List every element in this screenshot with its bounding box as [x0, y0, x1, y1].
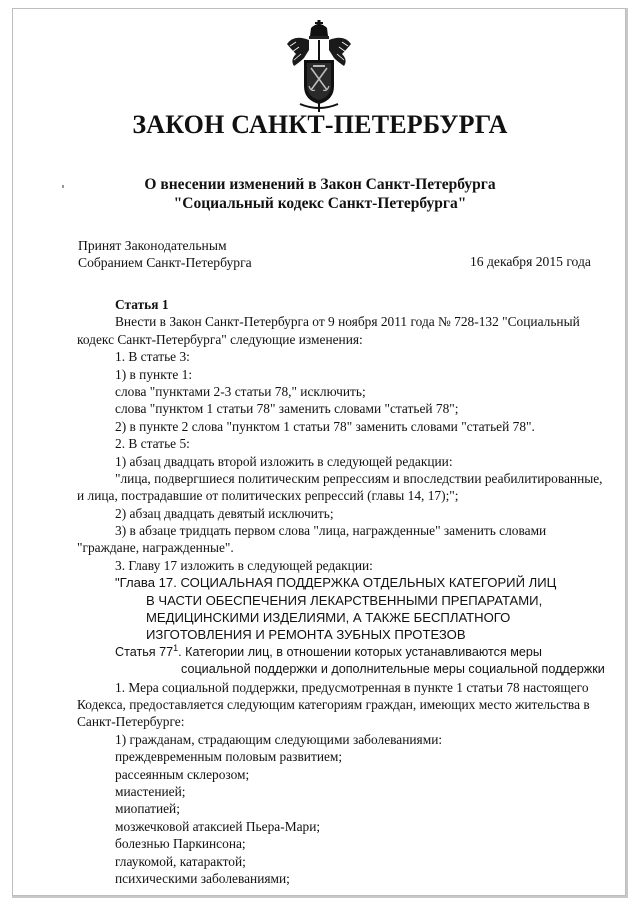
chapter-heading-line: В ЧАСТИ ОБЕСПЕЧЕНИЯ ЛЕКАРСТВЕННЫМИ ПРЕПАРАТАМИ,	[146, 592, 543, 608]
text-line: 1) гражданам, страдающим следующими заболеваниями:	[115, 731, 443, 747]
disease-list-item: психическими заболеваниями;	[115, 870, 290, 886]
text-line: слова "пунктами 2-3 статьи 78," исключить;	[115, 383, 366, 399]
chapter-heading-line: ИЗГОТОВЛЕНИЯ И РЕМОНТА ЗУБНЫХ ПРОТЕЗОВ	[146, 627, 466, 643]
text-line: "граждане, награжденные".	[77, 540, 234, 556]
text-line: Внести в Закон Санкт-Петербурга от 9 ноября 2011 года № 728-132 "Социальный	[115, 314, 580, 330]
text-line: и лица, пострадавшие от политических репрессий (главы 14, 17);";	[77, 488, 459, 504]
text-line: 2. В статье 5:	[115, 436, 190, 452]
disease-list-item: рассеянным склерозом;	[115, 766, 250, 782]
law-subtitle-line-1: О внесении изменений в Закон Санкт-Петербурга	[144, 176, 496, 193]
text-line: слова "пунктом 1 статьи 78" заменить словами "статьей 78";	[115, 401, 459, 417]
article-77-1-rest: . Категории лиц, в отношении которых устанавливаются меры	[178, 644, 542, 659]
text-line: 3. Главу 17 изложить в следующей редакции:	[115, 557, 373, 573]
text-line: 1) абзац двадцать второй изложить в следующей редакции:	[115, 453, 453, 469]
adopted-by-line-2: Собранием Санкт-Петербурга	[78, 255, 252, 270]
text-line: 1) в пункте 1:	[115, 366, 193, 382]
article-77-1-heading	[77, 644, 587, 661]
disease-list-item: миастенией;	[115, 783, 186, 799]
article-77-1-heading-line-2: социальной поддержки и дополнительные меры социальной поддержки	[181, 662, 605, 677]
text-line: 1. В статье 3:	[115, 349, 190, 365]
text-line: 2) в пункте 2 слова "пунктом 1 статьи 78" заменить словами "статьей 78".	[115, 418, 535, 434]
text-line: Санкт-Петербурге:	[77, 714, 185, 730]
disease-list-item: преждевременным половым развитием;	[115, 749, 343, 765]
adopted-by	[78, 237, 252, 271]
law-subtitle-line-2: "Социальный кодекс Санкт-Петербурга"	[173, 195, 467, 212]
page-shadow-bottom	[12, 896, 628, 898]
disease-list-item: болезнью Паркинсона;	[115, 836, 246, 852]
article-heading: Статья 1	[115, 297, 169, 312]
article-77-1-prefix: Статья 77	[115, 644, 174, 659]
document-body	[77, 296, 605, 887]
text-line: 3) в абзаце тридцать первом слова "лица, награжденные" заменить словами	[115, 523, 547, 539]
text-line: 1. Мера социальной поддержки, предусмотренная в пункте 1 статьи 78 настоящего	[115, 679, 589, 695]
adoption-date: 16 декабря 2015 года	[470, 254, 591, 269]
law-title: ЗАКОН САНКТ-ПЕТЕРБУРГА	[132, 110, 508, 139]
text-line: 2) абзац двадцать девятый исключить;	[115, 505, 334, 521]
coat-of-arms-emblem	[282, 20, 356, 112]
chapter-heading-line: МЕДИЦИНСКИМИ ИЗДЕЛИЯМИ, А ТАКЖЕ БЕСПЛАТНОГО	[146, 610, 511, 626]
chapter-heading-line: "Глава 17. СОЦИАЛЬНАЯ ПОДДЕРЖКА ОТДЕЛЬНЫХ КАТЕГОРИЙ ЛИЦ	[115, 575, 557, 591]
text-line: кодекс Санкт-Петербурга" следующие изменения:	[77, 331, 363, 347]
disease-list-item: мозжечковой атаксией Пьера-Мари;	[115, 818, 321, 834]
disease-list-item: миопатией;	[115, 801, 180, 817]
text-line: Кодекса, предоставляется следующим категориям граждан, имеющих место жительства в	[77, 696, 590, 712]
page-shadow-right	[626, 8, 628, 896]
disease-list-item: глаукомой, катарактой;	[115, 853, 246, 869]
text-line: "лица, подвергшиеся политическим репрессиям и впоследствии реабилитированные,	[115, 470, 603, 486]
adopted-by-line-1: Принят Законодательным	[78, 238, 227, 253]
article-77-1-superscript: 1	[173, 642, 179, 653]
